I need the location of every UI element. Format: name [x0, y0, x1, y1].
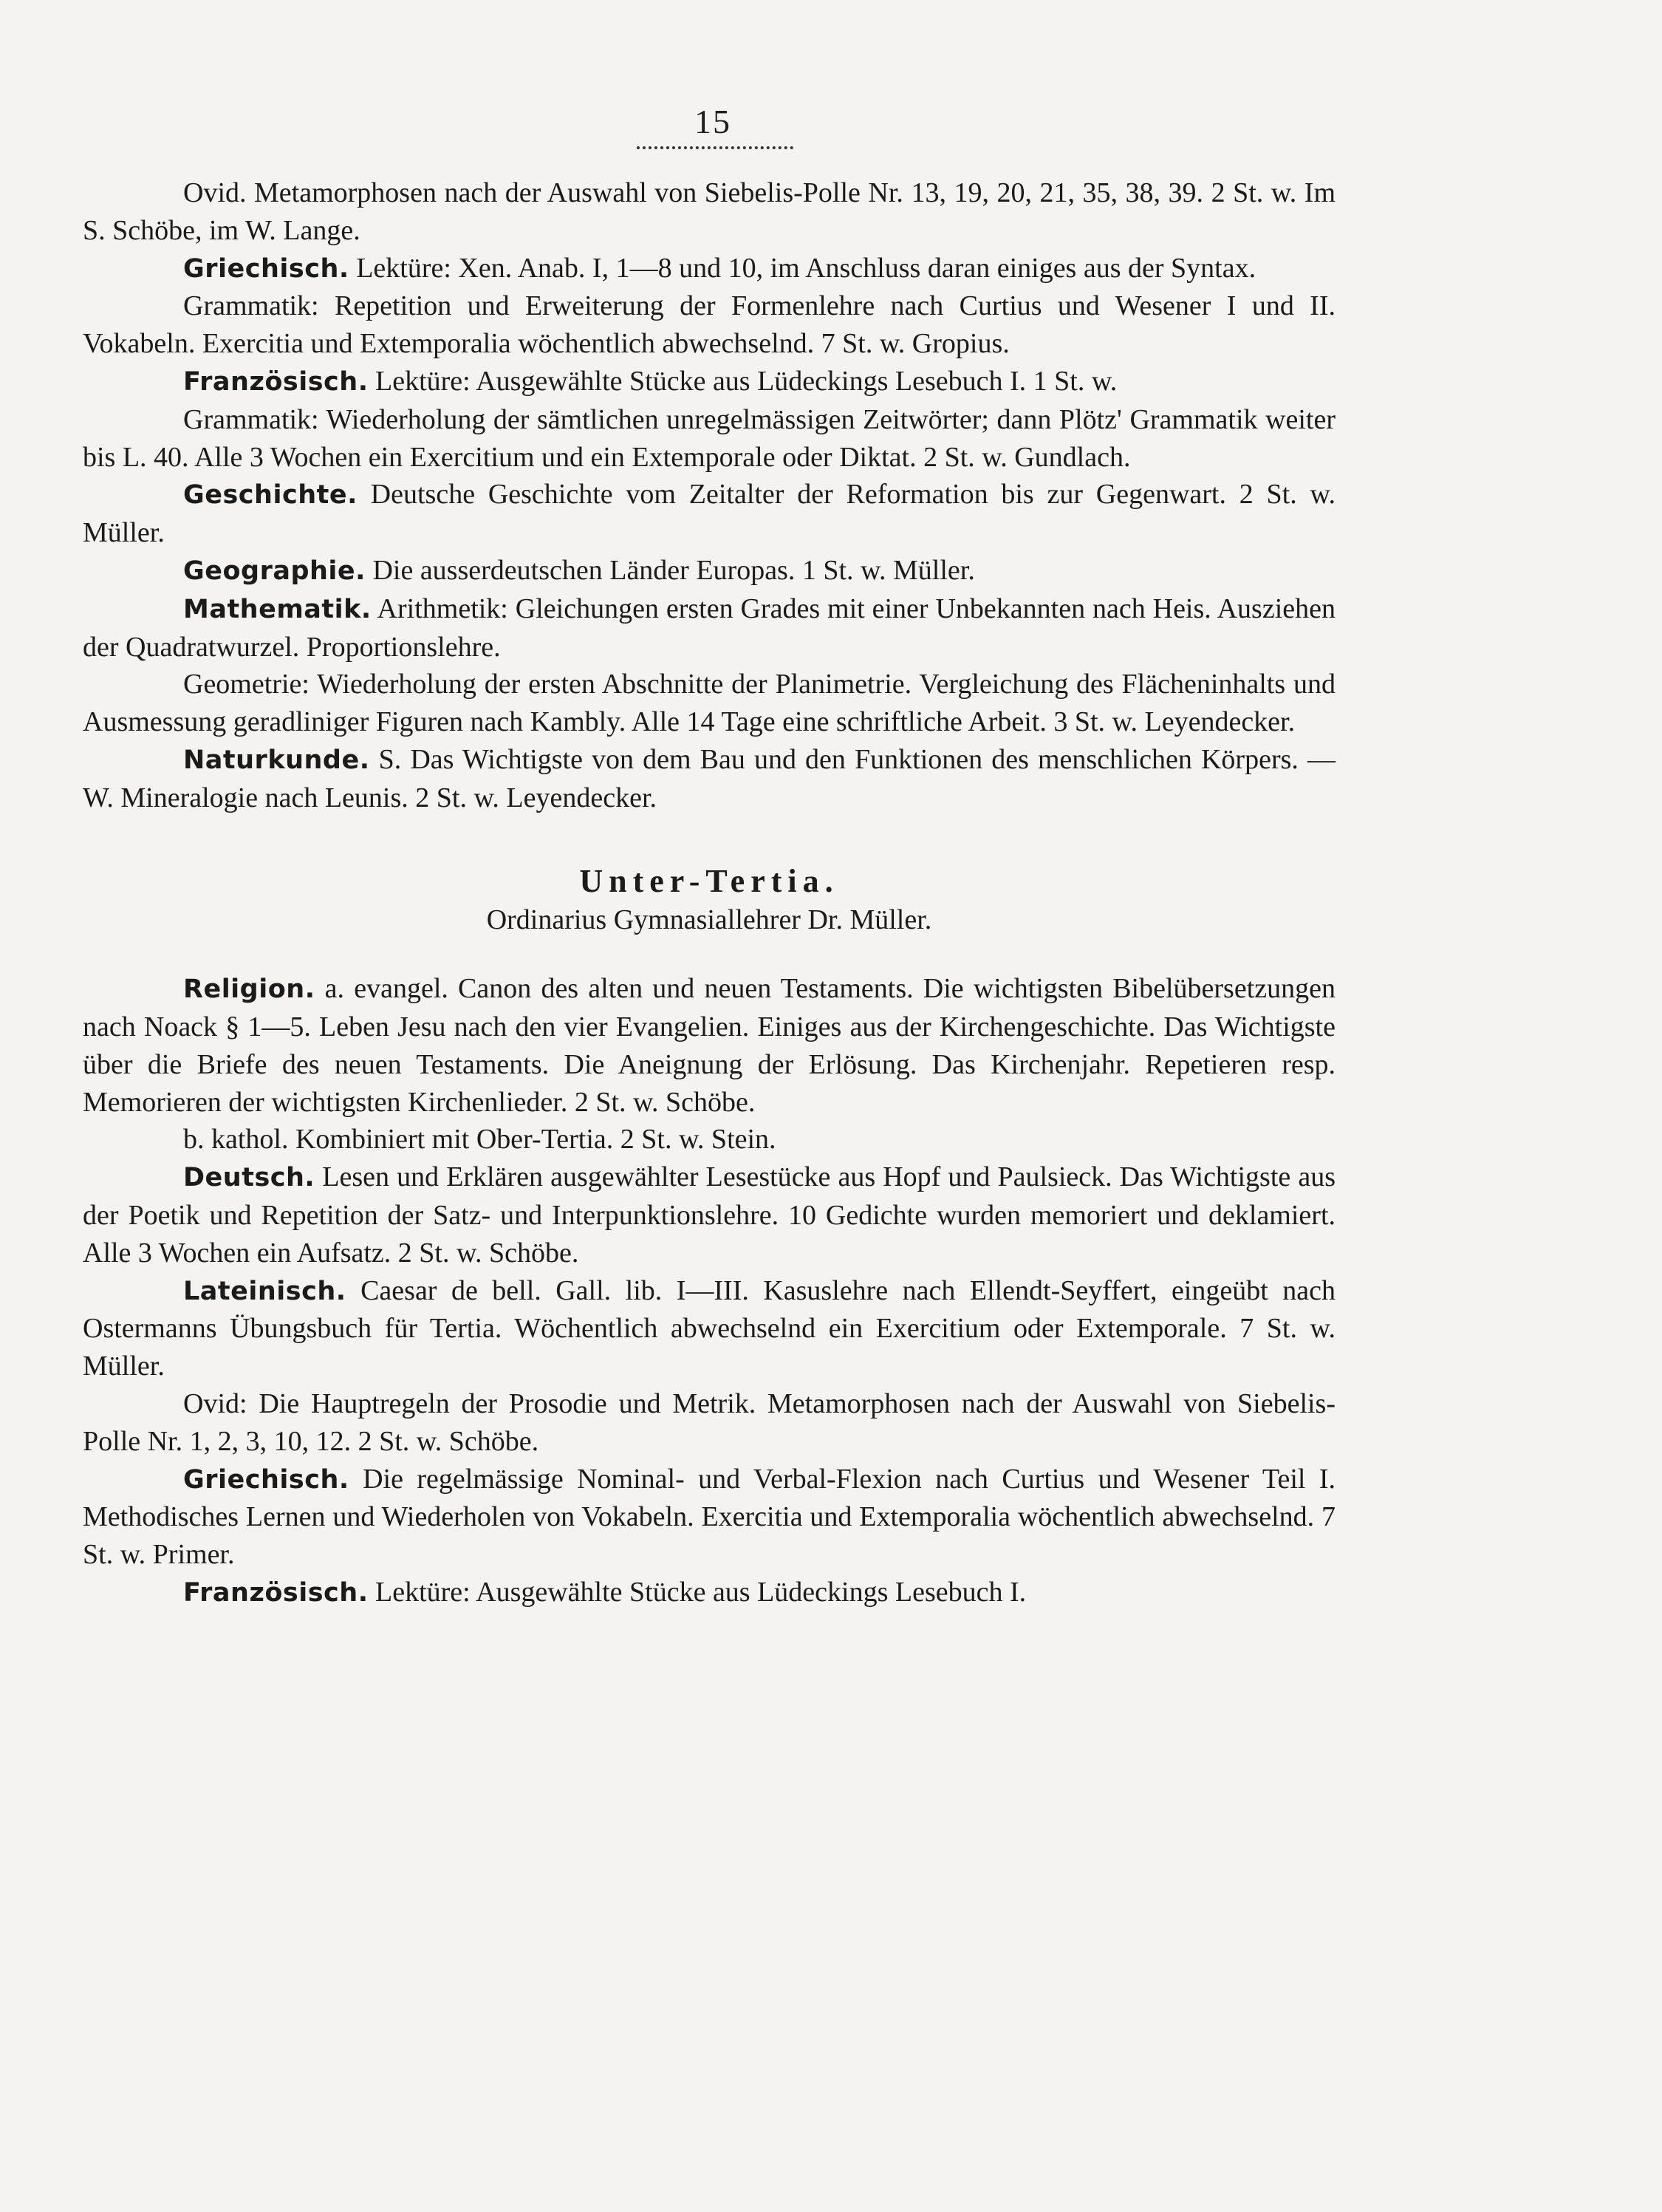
subject-label: Lateinisch.: [183, 1276, 346, 1306]
paragraph-text: Grammatik: Repetition und Erweiterung der Formenlehre nach Curtius und Wesener I und II. Vokabeln. Exercitia und Extemporalia wöchentlich abwechselnd. 7 St. w. Gropius.: [83, 290, 1336, 360]
paragraph: [83, 1574, 1336, 1612]
paragraph-text: Lesen und Erklären ausgewählter Lesestücke aus Hopf und Paulsieck. Das Wichtigste aus der Poetik und Repetition der Satz- und Interpunktionslehre. 10 Gedichte wurden memoriert und deklamiert. Alle 3 Wochen ein Aufsatz. 2 St. w. Schöbe.: [83, 1161, 1336, 1269]
paragraph: [83, 1158, 1336, 1271]
paragraph: [83, 1461, 1336, 1574]
subject-label: Französisch.: [183, 366, 369, 397]
paragraph: [83, 287, 1336, 363]
paragraph: [83, 666, 1336, 741]
paragraph-text: a. evangel. Canon des alten und neuen Testaments. Die wichtigsten Bibelübersetzungen nach Noack § 1—5. Leben Jesu nach den vier Evangelien. Einiges aus der Kirchengeschichte. Das Wichtigste über die Briefe des neuen Testaments. Die Aneignung der Erlösung. Das Kirchenjahr. Repetieren resp. Memorieren der wichtigsten Kirchenlieder. 2 St. w. Schöbe.: [83, 973, 1336, 1118]
subject-label: Geographie.: [183, 556, 366, 586]
subject-label: Mathematik.: [183, 594, 372, 624]
paragraph-text: S. Das Wichtigste von dem Bau und den Funktionen des menschlichen Körpers. — W. Mineralogie nach Leunis. 2 St. w. Leyendecker.: [83, 743, 1336, 813]
subject-label: Religion.: [183, 974, 315, 1005]
paragraph-text: Die ausserdeutschen Länder Europas. 1 St. w. Müller.: [365, 554, 975, 586]
paragraph: [83, 476, 1336, 552]
paragraph: [83, 363, 1336, 401]
subject-label: Französisch.: [183, 1577, 369, 1608]
paragraph-text: Die regelmässige Nominal- und Verbal-Flexion nach Curtius und Wesener Teil I. Methodisches Lernen und Wiederholen von Vokabeln. Exercitia und Extemporalia wöchentlich abwechselnd. 7 St. w. Primer.: [83, 1463, 1336, 1571]
paragraph-text: Grammatik: Wiederholung der sämtlichen unregelmässigen Zeitwörter; dann Plötz' Grammatik weiter bis L. 40. Alle 3 Wochen ein Exercitium und ein Extemporale oder Diktat. 2 St. w. Gundlach.: [83, 403, 1336, 473]
page-number: 15: [694, 103, 731, 140]
subject-label: Naturkunde.: [183, 745, 370, 775]
section-heading: Unter-Tertia.: [579, 862, 839, 899]
paragraph-text: Lektüre: Ausgewählte Stücke aus Lüdeckings Lesebuch I.: [368, 1576, 1027, 1608]
page-number-rule: [637, 140, 793, 149]
paragraph: [83, 590, 1336, 666]
paragraph: [83, 741, 1336, 817]
paragraph: [83, 552, 1336, 590]
paragraph: [83, 250, 1336, 288]
paragraph: [83, 401, 1336, 477]
document-body: [83, 174, 1336, 1612]
paragraph-text: Lektüre: Xen. Anab. I, 1—8 und 10, im Anschluss daran einiges aus der Syntax.: [349, 252, 1256, 284]
paragraph-text: Deutsche Geschichte vom Zeitalter der Reformation bis zur Gegenwart. 2 St. w. Müller.: [83, 479, 1336, 549]
paragraph-text: Ovid: Die Hauptregeln der Prosodie und Metrik. Metamorphosen nach der Auswahl von Siebelis-Polle Nr. 1, 2, 3, 10, 12. 2 St. w. Schöbe.: [83, 1387, 1336, 1457]
paragraph: [83, 1272, 1336, 1385]
paragraph: [83, 174, 1336, 250]
paragraph-text: Ovid. Metamorphosen nach der Auswahl von Siebelis-Polle Nr. 13, 19, 20, 21, 35, 38, 39. 2 St. w. Im S. Schöbe, im W. Lange.: [83, 177, 1336, 246]
paragraph: [83, 1121, 1336, 1158]
paragraph-text: b. kathol. Kombiniert mit Ober-Tertia. 2 St. w. Stein.: [183, 1124, 776, 1156]
paragraph-text: Geometrie: Wiederholung der ersten Abschnitte der Planimetrie. Vergleichung des Flächeninhalts und Ausmessung geradliniger Figuren nach Kambly. Alle 14 Tage eine schriftliche Arbeit. 3 St. w. Leyendecker.: [83, 669, 1336, 738]
subject-label: Griechisch.: [183, 1464, 349, 1495]
subject-label: Griechisch.: [183, 253, 349, 284]
paragraph-text: Lektüre: Ausgewählte Stücke aus Lüdeckings Lesebuch I. 1 St. w.: [368, 365, 1118, 397]
paragraph-text: Arithmetik: Gleichungen ersten Grades mit einer Unbekannten nach Heis. Ausziehen der Quadratwurzel. Proportionslehre.: [83, 593, 1336, 663]
paragraph: [83, 970, 1336, 1121]
subject-label: Deutsch.: [183, 1163, 315, 1193]
section-ordinarius: Ordinarius Gymnasiallehrer Dr. Müller.: [486, 904, 932, 936]
paragraph: [83, 1385, 1336, 1461]
paragraph-text: Caesar de bell. Gall. lib. I—III. Kasuslehre nach Ellendt-Seyffert, eingeübt nach Ostermanns Übungsbuch für Tertia. Wöchentlich abwechselnd ein Exercitium oder Extemporale. 7 St. w. Müller.: [83, 1274, 1336, 1382]
subject-label: Geschichte.: [183, 480, 358, 511]
